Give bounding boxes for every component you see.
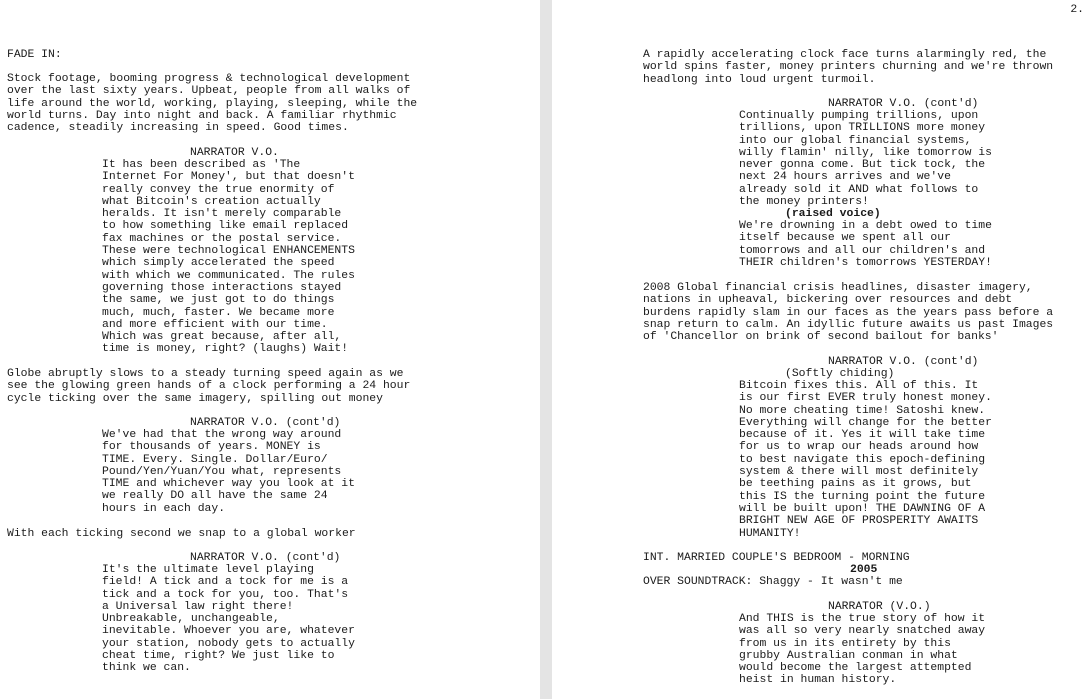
parenthetical: (Softly chiding) [785, 368, 895, 380]
character-name: NARRATOR V.O. (cont'd) [190, 552, 341, 564]
dialogue-block: We've had that the wrong way around for thousands of years. MONEY is TIME. Every. Single. Dollar/Euro/ Pound/Yen/Yuan/You what, represents TIME and whichever way you look at it we really DO all have the same 24 hours in each day. [102, 429, 355, 515]
dialogue-block: It has been described as 'The Internet For Money', but that doesn't really convey the true enormity of what Bitcoin's creation actually heralds. It isn't merely comparable to how something like email replaced fax machines or the postal service. These were technological ENHANCEMENTS which simply accelerated the speed with which we communicated. The rules governing those interactions stayed the same, we just got to do things much, much, faster. We became more and more efficient with our time. Which was great because, after all, time is money, right? (laughs) Wait! [102, 159, 355, 356]
character-name: NARRATOR (V.O.) [828, 601, 931, 613]
script-page-2 [552, 0, 1091, 699]
action-paragraph: Stock footage, booming progress & technological development over the last sixty years. Upbeat, people from all walks of life around the world, working, playing, sleeping, while the world turns. Day into night and back. A familiar rhythmic cadence, steadily increasing in speed. Good times. [7, 73, 418, 135]
dialogue-block: Continually pumping trillions, upon trillions, upon TRILLIONS more money into our global financial systems, willy flamin' nilly, like tomorrow is never gonna come. But tick tock, the next 24 hours arrives and we've already sold it AND what follows to the money printers! [739, 110, 992, 209]
action-paragraph: 2008 Global financial crisis headlines, disaster imagery, nations in upheaval, bickering over resources and debt burdens rapidly slam in our faces as the years pass before a snap return to calm. An idyllic future awaits us past Images of 'Chancellor on brink of second bailout for banks' [643, 282, 1054, 344]
scene-year: 2005 [850, 564, 878, 576]
script-page-1 [0, 0, 540, 699]
character-name: NARRATOR V.O. (cont'd) [828, 98, 979, 110]
character-name: NARRATOR V.O. [190, 147, 279, 159]
action-paragraph: With each ticking second we snap to a global worker [7, 528, 356, 540]
dialogue-block: We're drowning in a debt owed to time itself because we spent all our tomorrows and all our children's and THEIR children's tomorrows YESTERDAY! [739, 220, 992, 269]
dialogue-block: And THIS is the true story of how it was all so very nearly snatched away from us in its entirety by this grubby Australian conman in what would become the largest attempted heist in human history. [739, 613, 986, 687]
page-number: 2. [1070, 4, 1084, 16]
dialogue-block: It's the ultimate level playing field! A tick and a tock for me is a tick and a tock for you, too. That's a Universal law right there! Unbreakable, unchangeable, inevitable. Whoever you are, whatever your station, nobody gets to actually cheat time, right? We just like to think we can. [102, 564, 355, 675]
scene-transition: FADE IN: [7, 49, 62, 61]
page-gap [540, 0, 552, 699]
character-name: NARRATOR V.O. (cont'd) [828, 356, 979, 368]
parenthetical: (raised voice) [785, 208, 881, 220]
action-paragraph: Globe abruptly slows to a steady turning speed again as we see the glowing green hands of a clock performing a 24 hour cycle ticking over the same imagery, spilling out money [7, 368, 411, 405]
scene-heading: INT. MARRIED COUPLE'S BEDROOM - MORNING [643, 552, 910, 564]
action-paragraph: A rapidly accelerating clock face turns alarmingly red, the world spins faster, money printers churning and we're thrown headlong into loud urgent turmoil. [643, 49, 1054, 86]
dialogue-block: Bitcoin fixes this. All of this. It is our first EVER truly honest money. No more cheating time! Satoshi knew. Everything will change for the better because of it. Yes it will take time for us to wrap our heads around how to best navigate this epoch-defining system & there will most definitely be teething pains as it grows, but this IS the turning point the future will be built upon! THE DAWNING OF A BRIGHT NEW AGE OF PROSPERITY AWAITS HUMANITY! [739, 380, 992, 540]
action-paragraph: OVER SOUNDTRACK: Shaggy - It wasn't me [643, 576, 903, 588]
character-name: NARRATOR V.O. (cont'd) [190, 417, 341, 429]
